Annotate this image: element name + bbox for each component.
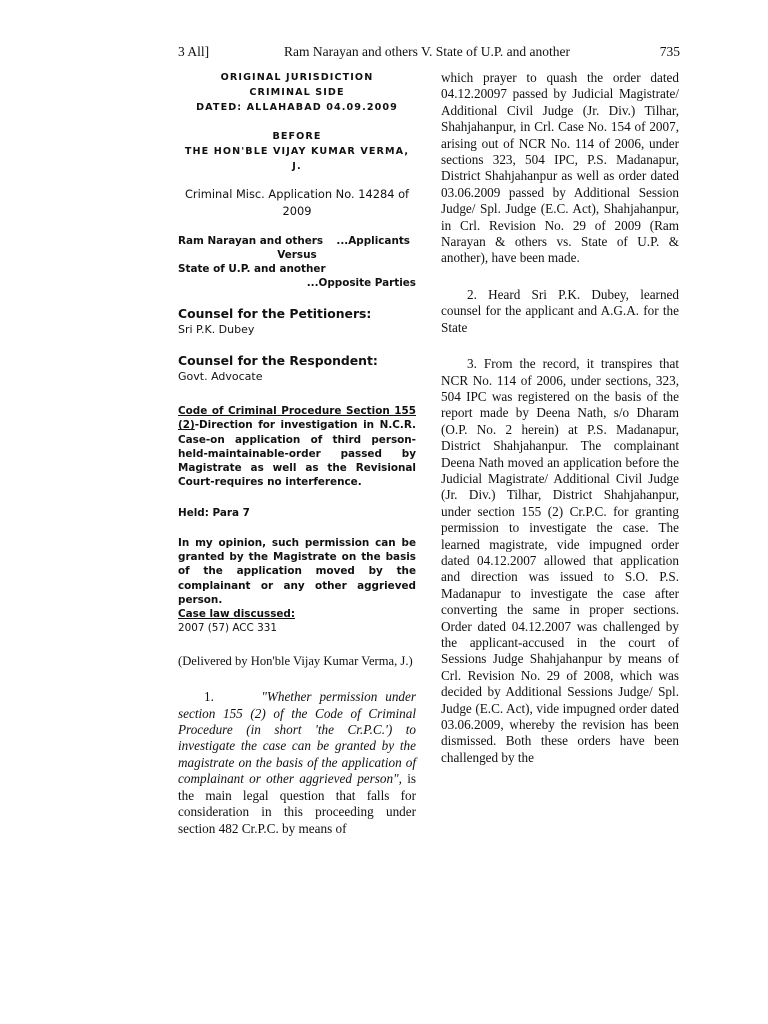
- paragraph-1-number: 1.: [204, 689, 214, 705]
- legal-question: "Whether permission under section 155 (2) of the Code of Criminal Procedure (in short 'the Cr.P.C.') to investigate the case can be granted by the magistrate on the basis of the application of complainant or other aggrieved person",: [178, 689, 416, 787]
- running-header: [178, 44, 680, 64]
- jurisdiction-heading: ORIGINAL JURISDICTION: [220, 72, 374, 83]
- counsel-petitioners-name: Sri P.K. Dubey: [178, 323, 255, 336]
- counsel-petitioners-heading: Counsel for the Petitioners:: [178, 306, 372, 321]
- versus-label: Versus: [277, 249, 317, 261]
- counsel-respondent-heading: Counsel for the Respondent:: [178, 353, 378, 368]
- side-heading: CRIMINAL SIDE: [249, 87, 345, 98]
- judge-heading: THE HON'BLE VIJAY KUMAR VERMA, J.: [184, 146, 410, 172]
- paragraph-1-continued: which prayer to quash the order dated 04.12.20097 passed by Judicial Magistrate/ Additional Civil Judge (Jr. Div.) Tilhar, Shahjahanpur, in Crl. Case No. 154 of 2007, arising out of NCR No. 114 of 2006, under sections 323, 504 IPC, P.S. Madanapur, District Shahjahanpur as well as order dated 03.06.2009 passed by Additional Session Judge/ Spl. Judge (E.C. Act), Shahjahanpur, in Crl. Revision No. 29 of 2009 (Ram Narayan & others vs. State of U.P. & another), have been made.: [441, 70, 679, 266]
- header-case-title: Ram Narayan and others V. State of U.P. and another: [284, 44, 570, 59]
- right-column: [441, 70, 679, 766]
- parties-block: [178, 234, 416, 290]
- paragraph-1: [178, 689, 416, 837]
- case-law-heading: Case law discussed:: [178, 608, 296, 621]
- applicants-role: ...Applicants: [336, 235, 410, 247]
- headnote-text: -Direction for investigation in N.C.R. Case-on application of third person-held-maintainable-order passed by Magistrate as well as the Revisional Court-requires no interference.: [178, 419, 416, 489]
- left-column: [178, 70, 416, 837]
- held-reference: Held: Para 7: [178, 506, 250, 519]
- applicants-name: Ram Narayan and others: [178, 235, 324, 247]
- before-heading: BEFORE: [272, 131, 322, 142]
- application-number: Criminal Misc. Application No. 14284 of 2009: [184, 187, 410, 218]
- paragraph-2: 2. Heard Sri P.K. Dubey, learned counsel for the applicant and A.G.A. for the State: [441, 286, 679, 335]
- headnote: [178, 404, 416, 490]
- counsel-respondent-name: Govt. Advocate: [178, 370, 263, 383]
- dated-heading: DATED: ALLAHABAD 04.09.2009: [196, 102, 398, 113]
- paragraph-3: 3. From the record, it transpires that NCR No. 114 of 2006, under sections, 323, 504 IPC was registered on the basis of the report made by Deena Nath, s/o Dharam (O.P. No. 2 herein) at P.S. Madanapur, District Shahjahanpur. The complainant Deena Nath moved an application before the Judicial Magistrate/ Additional Civil Judge (Jr. Div.) Tilhar, District Shahjahanpur, under section 155 (2) Cr.P.C. for granting permission to investigate the case. The learned magistrate, vide impugned order dated 04.12.2007 allowed that application and direction was issued to S.O. P.S. Madanapur to investigate the case after converting the same in proper sections. Order dated 04.12.2007 was challenged by the applicant-accused in the court of Sessions Judge Shahjahanpur by means of Crl. Revision No. 29 of 2008, which was decided by Additional Sessions Judge/ Spl. Judge (E.C. Act), vide impugned order dated 03.06.2009, whereby the revision has been dismissed. Both these orders have been challenged by the: [441, 356, 679, 765]
- header-volume: 3 All]: [178, 44, 210, 59]
- paragraph-1-text: is the main legal question that falls for consideration in this proceeding under section 482 Cr.P.C. by means of: [178, 771, 416, 836]
- delivered-by: (Delivered by Hon'ble Vijay Kumar Verma, J.): [178, 654, 413, 669]
- opposite-name: State of U.P. and another: [178, 263, 326, 275]
- page-number: 735: [659, 44, 680, 59]
- opposite-role: ...Opposite Parties: [306, 277, 416, 289]
- headnote-statute: Code of Criminal Procedure Section 155 (2): [178, 405, 416, 432]
- case-law-citation: 2007 (57) ACC 331: [178, 622, 277, 635]
- opinion-extract: In my opinion, such permission can be granted by the Magistrate on the basis of the application moved by the complainant or any other aggrieved person.: [178, 536, 416, 606]
